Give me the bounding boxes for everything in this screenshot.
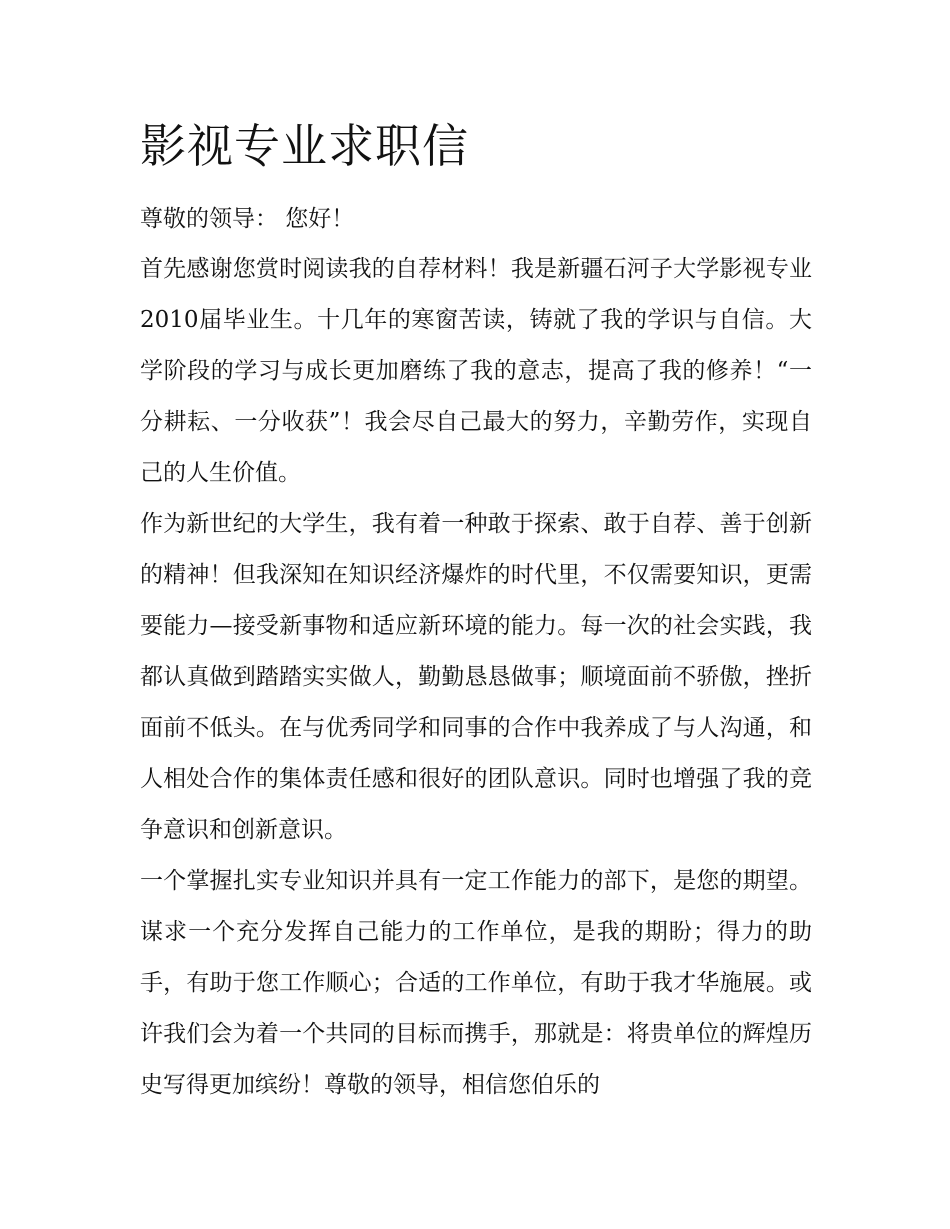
salutation: 尊敬的领导： 您好！ [140, 206, 355, 232]
document-page [140, 112, 812, 1111]
paragraph-qualities: 作为新世纪的大学生，我有着一种敢于探索、敢于自荐、善于创新的精神！但我深知在知识经济爆炸的时代里，不仅需要知识，更需要能力—接受新事物和适应新环境的能力。每一次的社会实践，我都认真做到踏踏实实做人，勤勤恳恳做事；顺境面前不骄傲，挫折面前不低头。在与优秀同学和同事的合作中我养成了与人沟通，和人相处合作的集体责任感和很好的团队意识。同时也增强了我的竞争意识和创新意识。 [140, 511, 812, 843]
paragraph-expectation: 一个掌握扎实专业知识并具有一定工作能力的部下，是您的期望。谋求一个充分发挥自己能力的工作单位，是我的期盼；得力的助手，有助于您工作顺心；合适的工作单位，有助于我才华施展。或许我们会为着一个共同的目标而携手，那就是：将贵单位的辉煌历史写得更加缤纷！尊敬的领导，相信您伯乐的 [140, 868, 812, 1098]
document-title: 影视专业求职信 [140, 119, 469, 173]
paragraph-intro: 首先感谢您赏时阅读我的自荐材料！我是新疆石河子大学影视专业2010届毕业生。十几年的寒窗苦读，铸就了我的学识与自信。大学阶段的学习与成长更加磨练了我的意志，提高了我的修养！“一分耕耘、一分收获”！我会尽自己最大的努力，辛勤劳作，实现自己的人生价值。 [140, 256, 812, 486]
